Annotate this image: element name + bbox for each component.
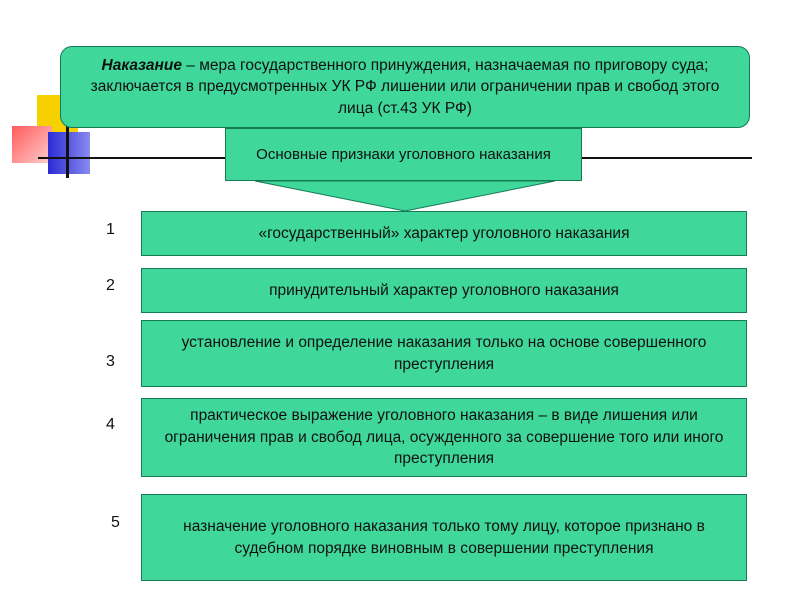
definition-box: [60, 46, 750, 128]
signs-header-box: [225, 128, 582, 181]
sign-text: «государственный» характер уголовного наказания: [258, 224, 630, 242]
sign-box: [141, 268, 747, 313]
sign-text: принудительный характер уголовного наказания: [269, 281, 619, 299]
definition-term: Наказание: [101, 57, 182, 75]
sign-number: 4: [106, 416, 115, 433]
definition-body: – мера государственного принуждения, назначаемая по приговору суда; заключается в предусмотренных УК РФ лишении или ограничении прав и свобод этого лица (ст.43 УК РФ): [90, 57, 720, 117]
sign-box: [141, 320, 747, 387]
signs-header-text: Основные признаки уголовного наказания: [256, 145, 551, 163]
sign-number: 1: [106, 221, 115, 238]
sign-text: установление и определение наказания только на основе совершенного преступления: [181, 334, 707, 373]
definition-text: [77, 55, 733, 118]
sign-box: [141, 494, 747, 581]
decor-blue-square: [48, 132, 90, 174]
down-arrow-icon: [255, 180, 555, 212]
sign-number: 5: [111, 514, 120, 531]
sign-box: [141, 398, 747, 477]
sign-text: практическое выражение уголовного наказания – в виде лишения или ограничения прав и свобод лица, осужденного за совершение того или иного преступления: [164, 407, 724, 468]
sign-number: 3: [106, 353, 115, 370]
sign-text: назначение уголовного наказания только тому лицу, которое признано в судебном порядке виновным в совершении преступления: [183, 518, 705, 557]
sign-number: 2: [106, 277, 115, 294]
sign-box: [141, 211, 747, 256]
